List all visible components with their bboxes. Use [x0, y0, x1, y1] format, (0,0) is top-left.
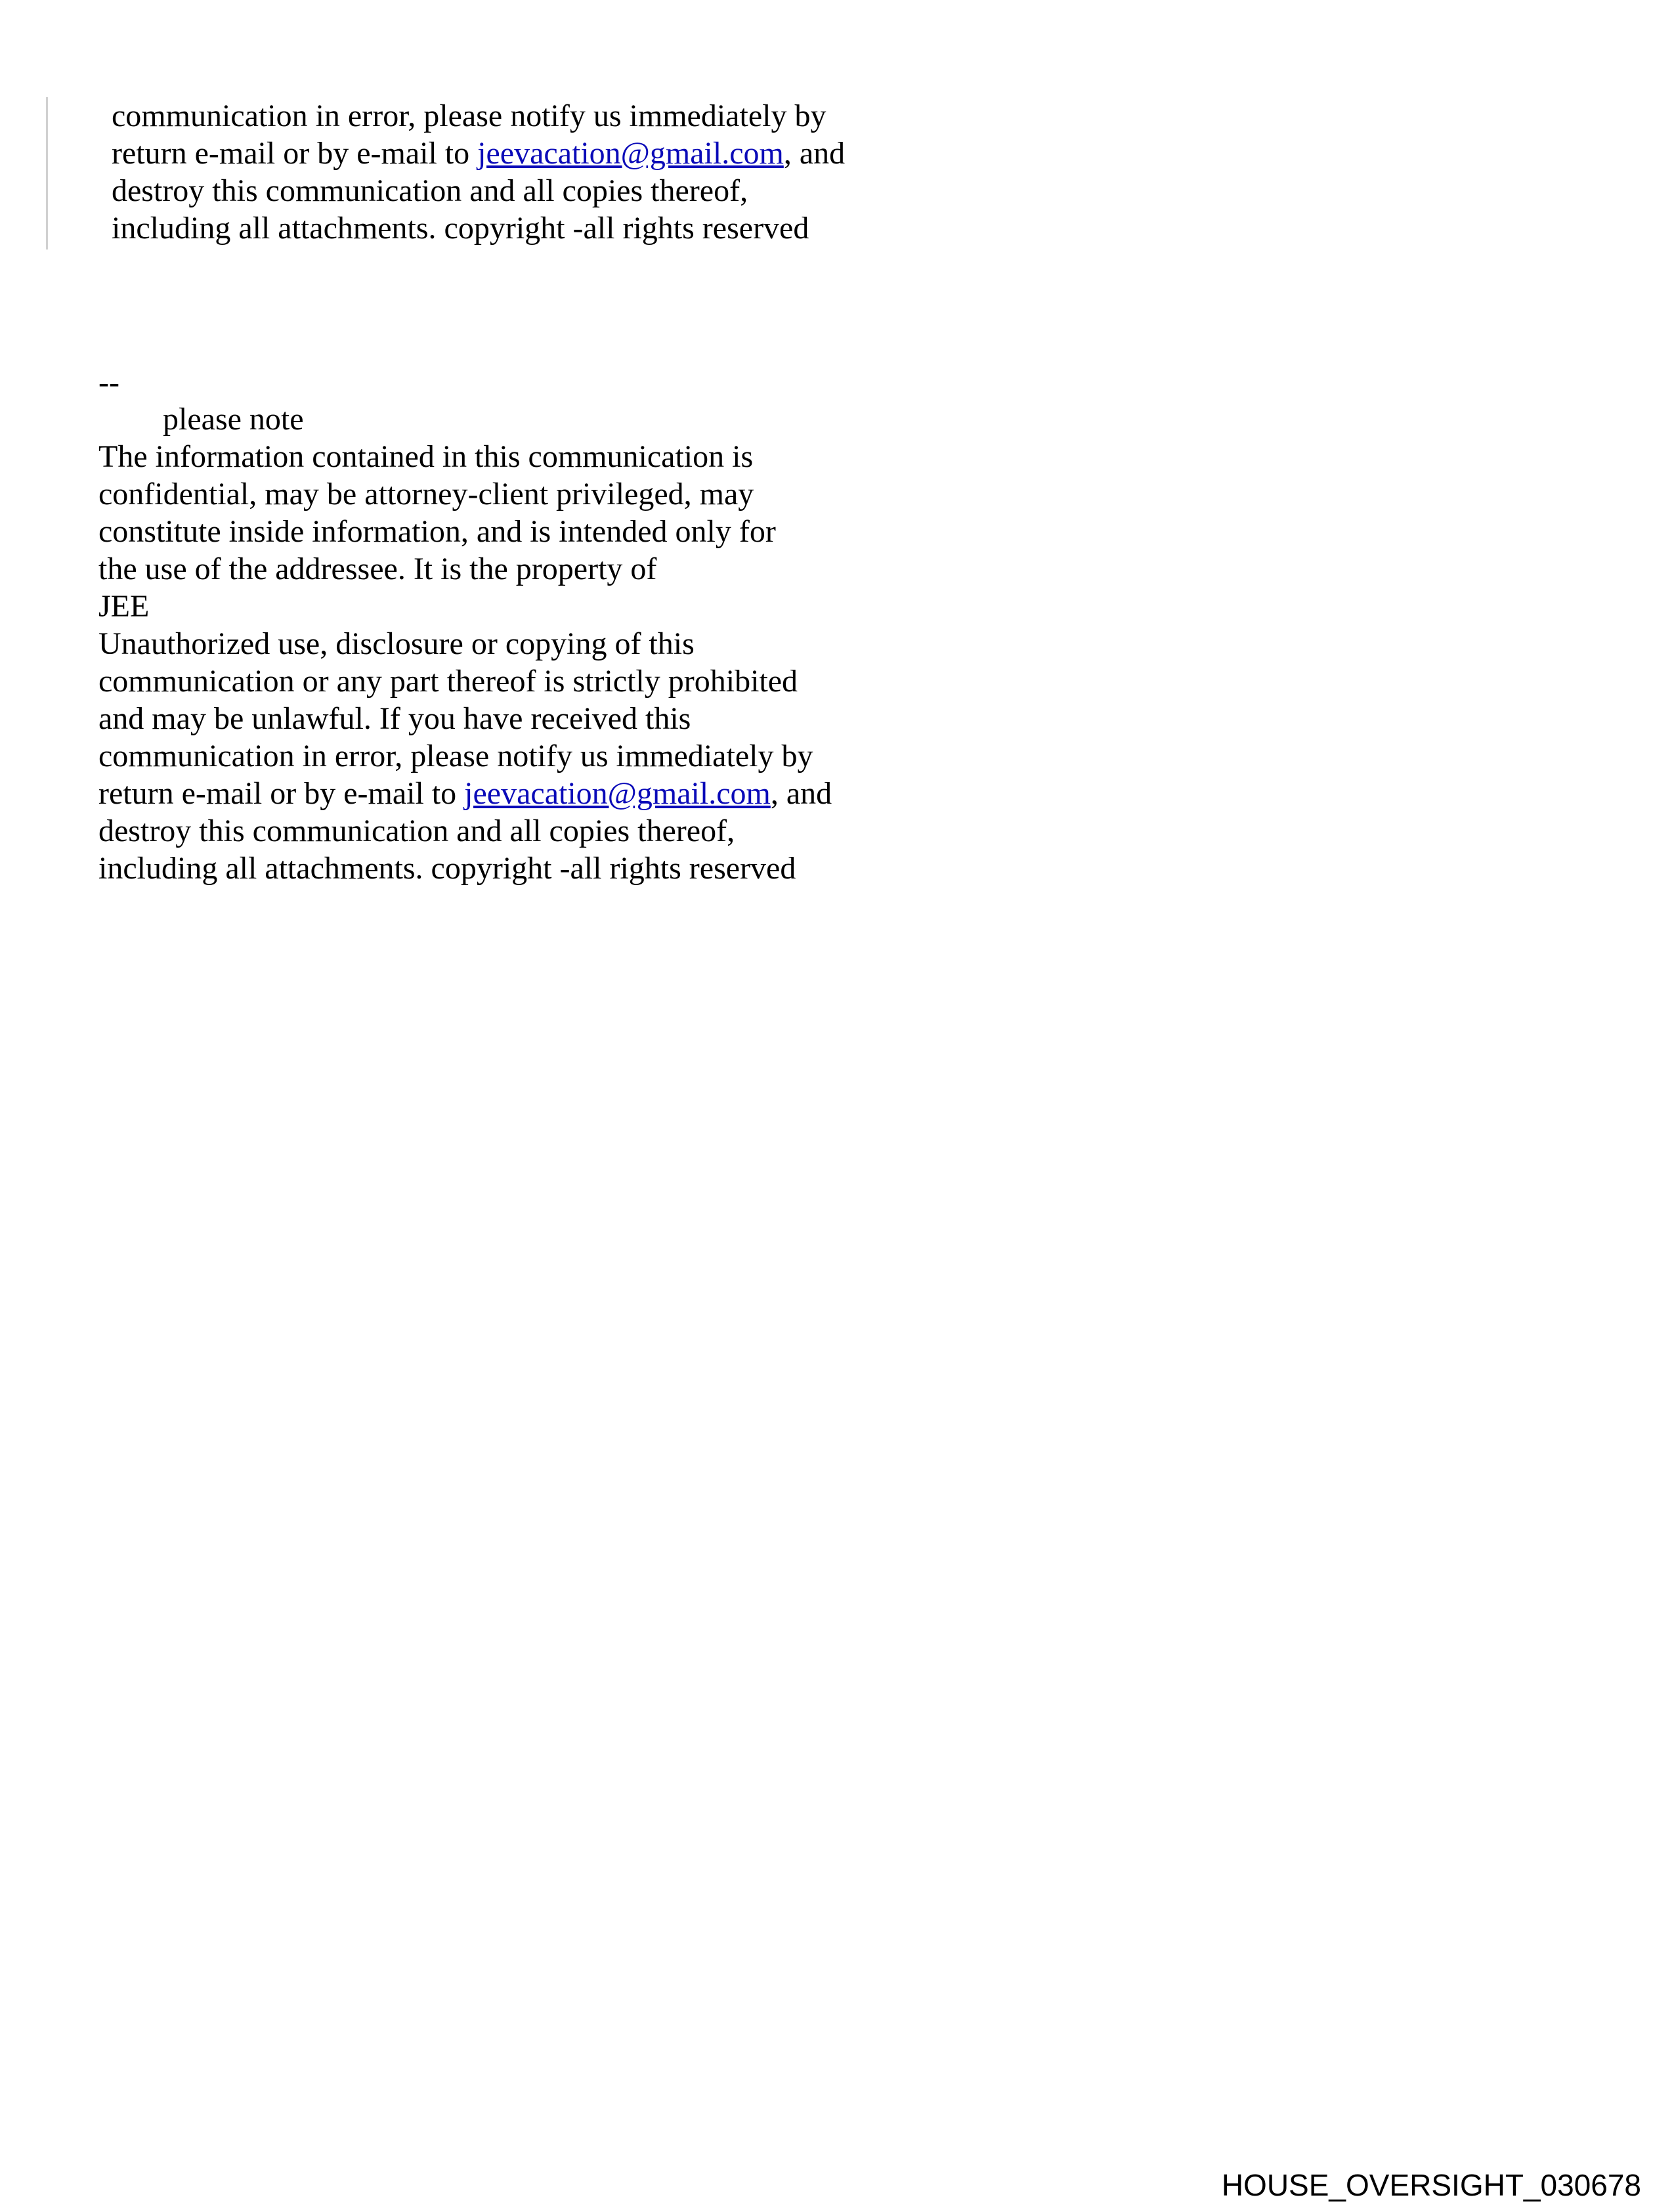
signature-line-9: communication in error, please notify us immediately by — [98, 739, 813, 773]
quoted-line-1: communication in error, please notify us immediately by — [112, 98, 826, 133]
signature-line-10-tail: , and — [770, 776, 832, 811]
signature-separator: -- — [98, 365, 119, 400]
quote-bar — [46, 97, 48, 249]
signature-line-6: Unauthorized use, disclosure or copying of this — [98, 626, 695, 661]
quoted-line-3: destroy this communication and all copies thereof, — [112, 173, 748, 208]
signature-line-8: and may be unlawful. If you have received this — [98, 701, 691, 736]
signature-line-10-text: return e-mail or by e-mail to — [98, 776, 465, 811]
quoted-line-4: including all attachments. copyright -all rights reserved — [112, 211, 809, 246]
quoted-email-link[interactable]: jeevacation@gmail.com — [477, 136, 784, 171]
document-id: HOUSE_OVERSIGHT_030678 — [1221, 2168, 1641, 2202]
signature-heading: please note — [163, 402, 304, 437]
signature-line-4: the use of the addressee. It is the property of — [98, 552, 657, 586]
quoted-line-2-text: return e-mail or by e-mail to — [112, 136, 478, 171]
signature-line-10 — [98, 775, 832, 812]
signature-line-1: The information contained in this communication is — [98, 439, 754, 474]
quoted-line-2 — [112, 135, 845, 172]
signature-line-11: destroy this communication and all copies thereof, — [98, 813, 735, 848]
signature-line-5: JEE — [98, 589, 150, 624]
signature-line-12: including all attachments. copyright -all rights reserved — [98, 851, 796, 886]
quoted-line-2-tail: , and — [783, 136, 846, 171]
signature-email-link[interactable]: jeevacation@gmail.com — [464, 776, 771, 811]
signature-line-7: communication or any part thereof is strictly prohibited — [98, 664, 798, 699]
signature-line-2: confidential, may be attorney-client privileged, may — [98, 477, 754, 511]
signature-line-3: constitute inside information, and is intended only for — [98, 514, 776, 549]
